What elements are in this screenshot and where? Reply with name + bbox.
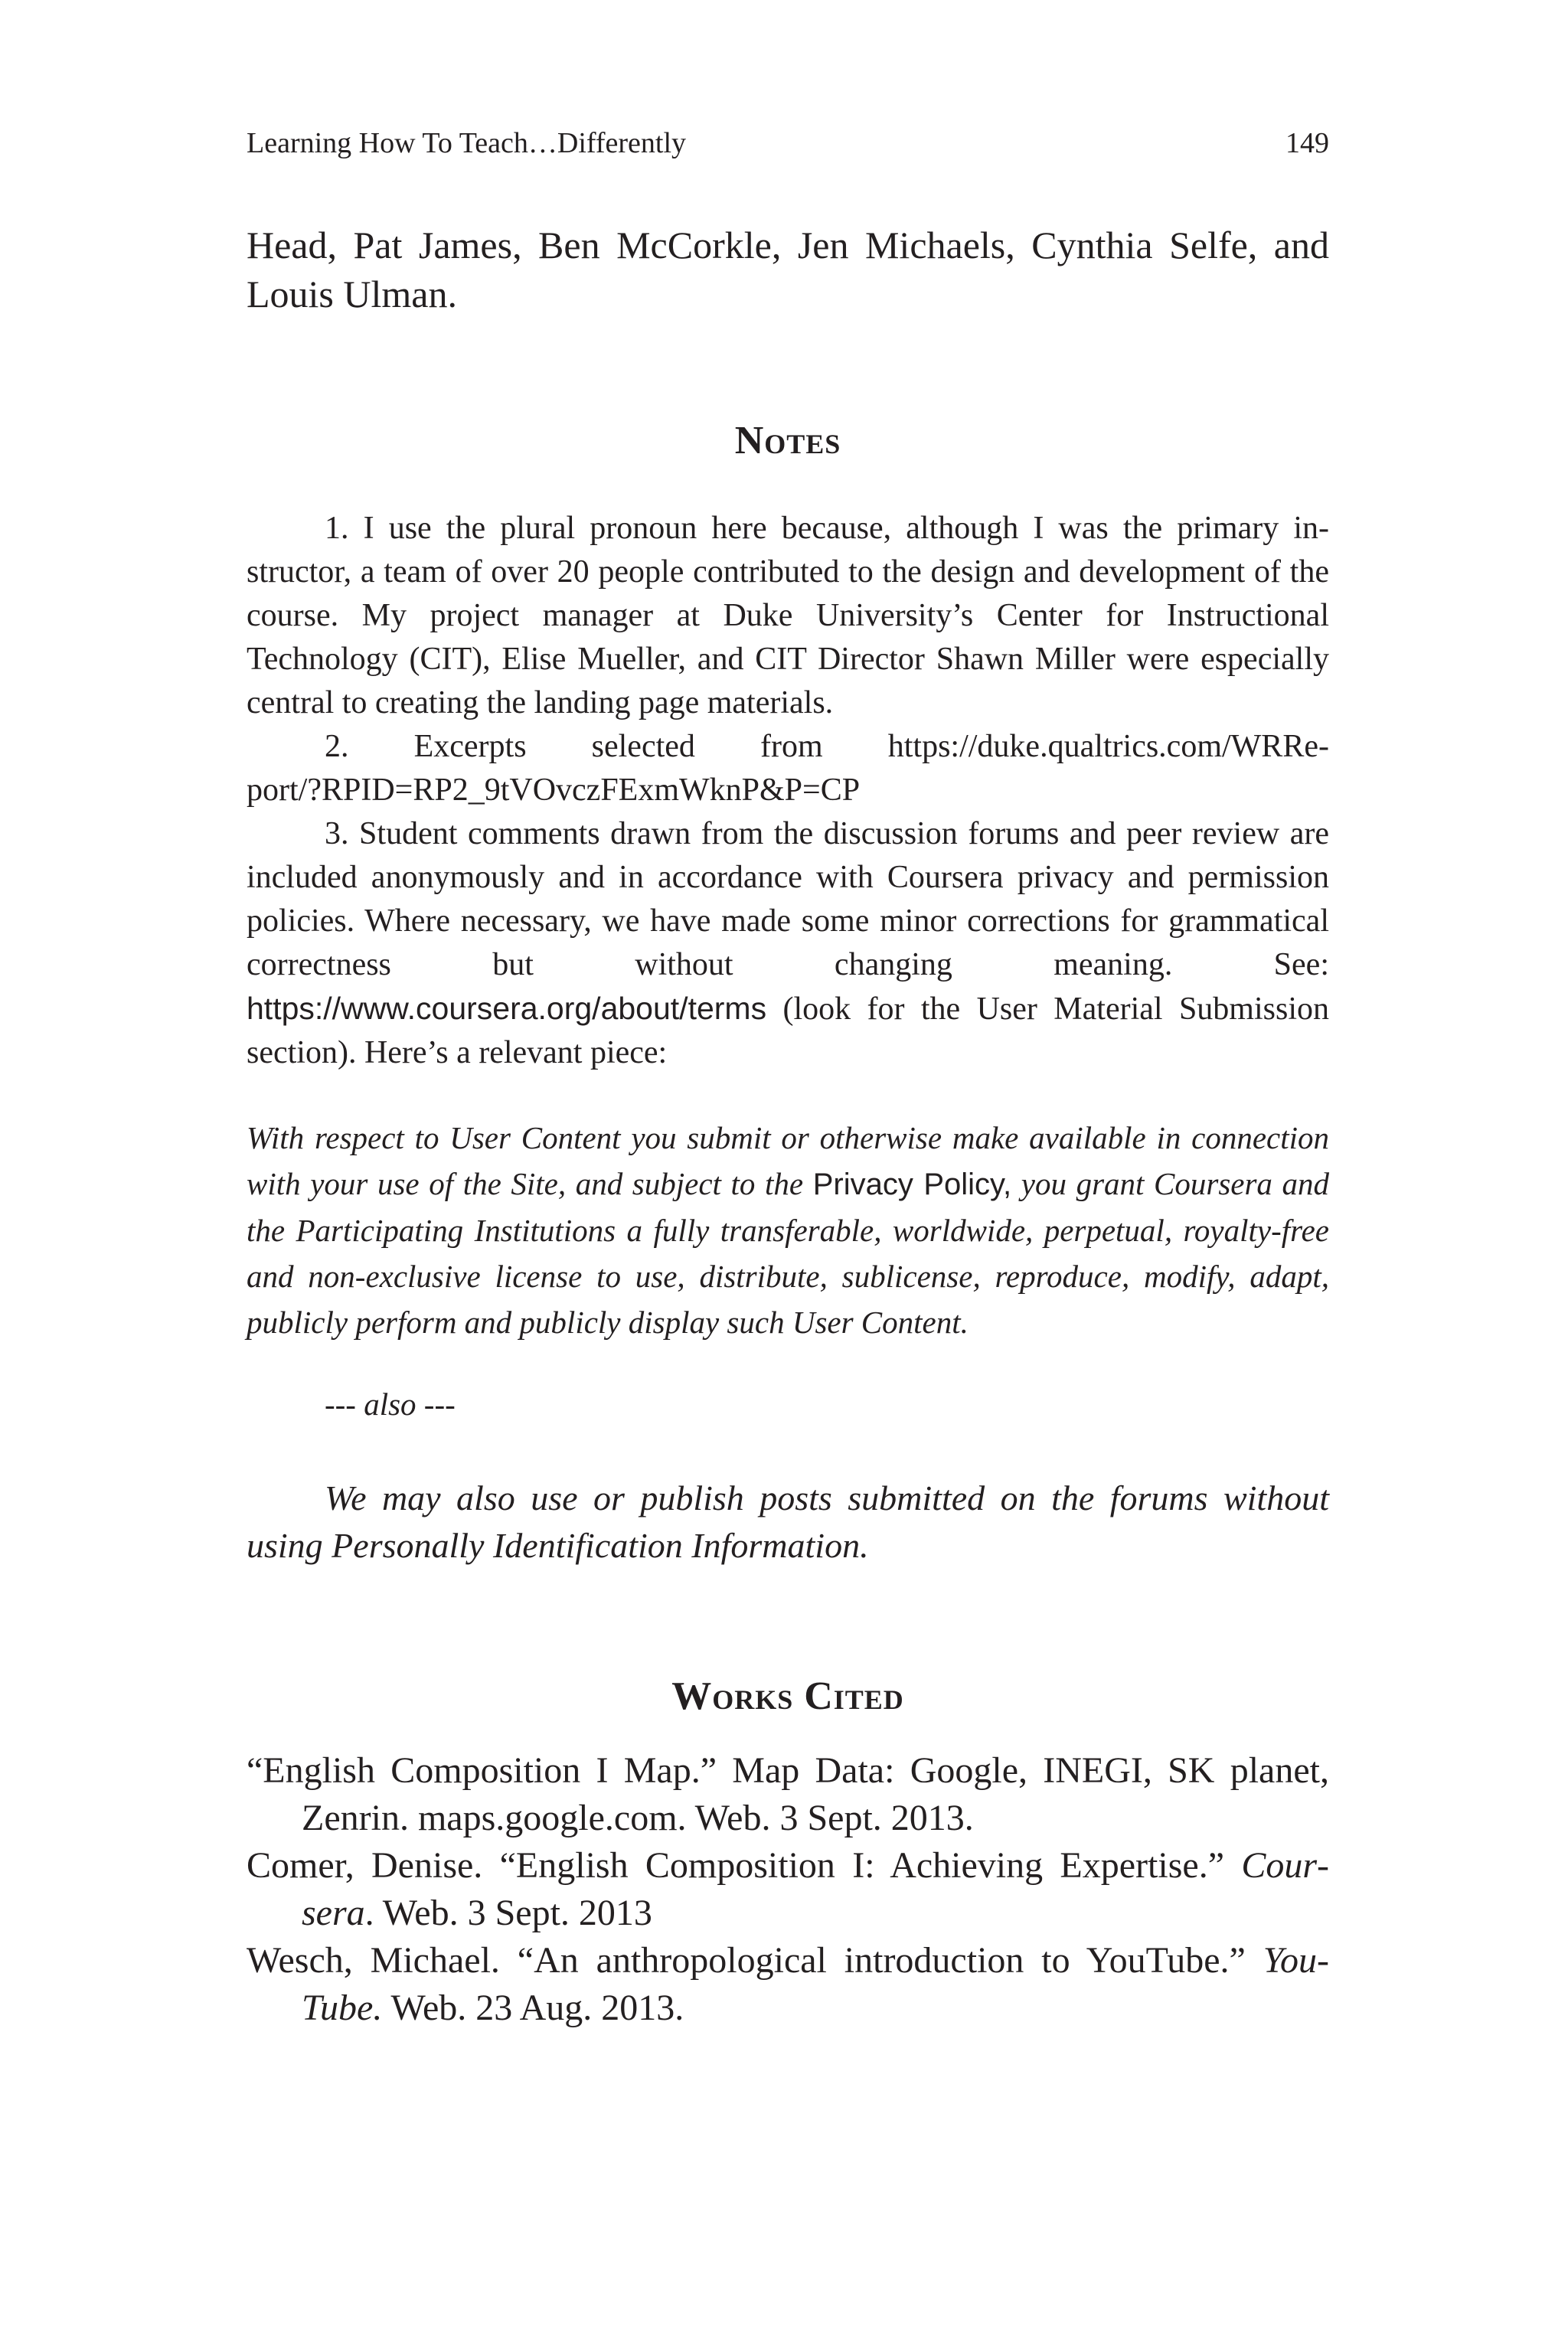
note-2-number: 2. (325, 729, 349, 764)
entry-2-italic-title: Coursera (302, 1845, 1330, 1933)
continued-paragraph: Head, Pat James, Ben McCorkle, Jen Michaels, Cynthia Selfe, and Louis Ulman. (247, 224, 1329, 315)
works-cited-heading: Works Cited (671, 1674, 904, 1718)
works-cited-list (247, 1747, 1329, 2032)
privacy-policy-link[interactable]: Privacy Policy, (812, 1168, 1012, 1201)
entry-3-italic-title: YouTube. (302, 1940, 1330, 2028)
note-2-word: Excerpts (413, 729, 527, 764)
coursera-terms-link[interactable]: https://www.coursera.org/about/terms (247, 991, 767, 1026)
entry-2-end: . Web. 3 Sept. 2013 (364, 1893, 652, 1933)
note-2 (247, 725, 1329, 812)
note-1: 1. I use the plural pronoun here because, although I was the primary instructor, a team of over 20 people contributed to the design and development of the course. My project manager at Duke University’s Center for Instructional Technology (CIT), Elise Mueller, and CIT Director Shawn Miller were especially central to creating the landing page materials. (247, 511, 1329, 720)
notes-heading: Notes (734, 419, 841, 462)
also-separator: --- also --- (325, 1387, 456, 1422)
notes-list (247, 507, 1329, 1075)
running-head (247, 124, 1329, 162)
quote-1-part-2: you grant Coursera and the Participating Institutions a fully transferable, worldwide, perpetual, royalty-free and non-exclusive license to use, distribute, sublicense, reproduce, modify, adapt, publicly perform and publicly display such User Content. (247, 1166, 1330, 1340)
note-2-word: from (760, 729, 823, 764)
page-number: 149 (1285, 127, 1329, 159)
entry-3-end: Web. 23 Aug. 2013. (382, 1988, 684, 2028)
note-2-first-line (247, 725, 1329, 769)
note-3-text-end: (look for the User Material Submission section). Here’s a relevant piece: (247, 991, 1330, 1070)
block-quote-forums: We may also use or publish posts submitted on the forums without using Personally Identification Information. (247, 1478, 1329, 1565)
block-quote-license (247, 1115, 1329, 1345)
entry-3-text: Wesch, Michael. “An anthropological introduction to YouTube.” (247, 1940, 1246, 1981)
note-2-url-start: https://duke.qualtrics.com/WRRe- (887, 729, 1329, 764)
entry-2-text: Comer, Denise. “English Composition I: Achieving Expertise.” (247, 1845, 1225, 1886)
works-cited-entry (247, 1842, 1329, 1937)
note-2-word: selected (591, 729, 695, 764)
note-3 (247, 812, 1329, 1075)
works-cited-entry (247, 1937, 1329, 2032)
note-3-text: 3. Student comments drawn from the discussion forums and peer review are included anonymously and in accordance with Coursera privacy and permission policies. Where necessary, we have made some minor corrections for grammatical correctness but without changing meaning. See: (247, 816, 1329, 982)
works-cited-entry: “English Composition I Map.” Map Data: Google, INEGI, SK planet, Zenrin. maps.google.com. Web. 3 Sept. 2013. (247, 1750, 1329, 1838)
note-2-url-end: port/?RPID=RP2_9tVOvczFExmWknP&P=CP (247, 773, 861, 808)
running-head-title: Learning How To Teach…Differently (247, 127, 687, 159)
quote-1-part-1: With respect to User Content you submit or otherwise make available in connection with your use of the Site, and subject to the (247, 1120, 1329, 1201)
